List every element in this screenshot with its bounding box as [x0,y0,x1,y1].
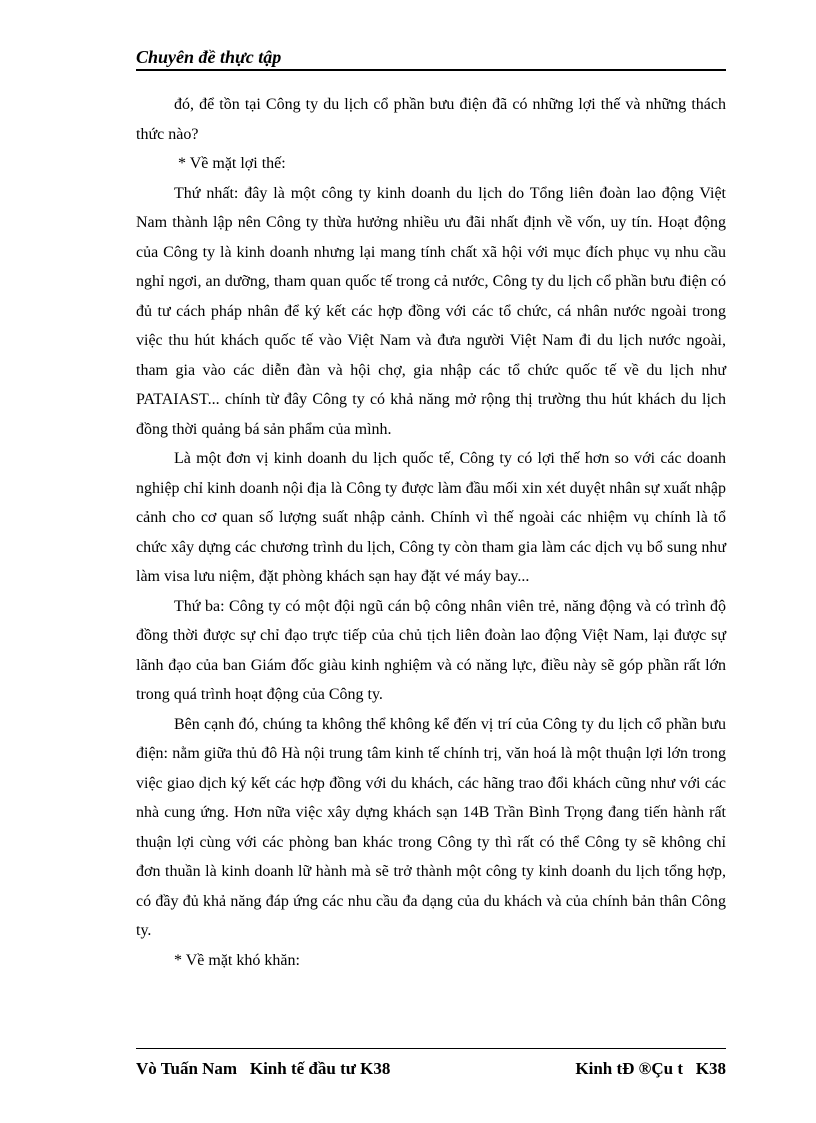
document-body [136,90,726,975]
paragraph-advantage-second: Là một đơn vị kinh doanh du lịch quốc tế, Công ty có lợi thế hơn so với các doanh nghiệp chỉ kinh doanh nội địa là Công ty được làm đầu mối xin xét duyệt nhân sự xuất nhập cảnh cho cơ quan số lượng suất nhập cảnh. Chính vì thế ngoài các nhiệm vụ chính là tổ chức xây dựng các chương trình du lịch, Công ty còn tham gia làm các dịch vụ bổ sung như làm visa lưu niệm, đặt phòng khách sạn hay đặt vé máy bay... [136,450,726,585]
page-footer [136,1048,726,1089]
heading-advantages: * Về mặt lợi thế: [178,155,286,172]
heading-difficulties: * Về mặt khó khăn: [174,951,300,969]
footer-class: Kinh tÐ ®Çu t K38 [575,1059,726,1078]
paragraph-advantage-first: Thứ nhất: đây là một công ty kinh doanh du lịch do Tổng liên đoàn lao động Việt Nam thành lập nên Công ty thừa hưởng nhiều ưu đãi nhất định về vốn, uy tín. Hoạt động của Công ty là kinh doanh nhưng lại mang tính chất xã hội với mục đích phục vụ nhu cầu nghỉ ngơi, an dưỡng, tham quan quốc tế trong cả nước, Công ty du lịch cổ phần bưu điện có đủ tư cách pháp nhân để ký kết các hợp đồng với các tổ chức, cá nhân nước ngoài trong việc thu hút khách quốc tế vào Việt Nam và đưa người Việt Nam đi du lịch nước ngoài, tham gia vào các diễn đàn và hội chợ, gia nhập các tổ chức quốc tế về du lịch như PATAIAST... chính từ đây Công ty có khả năng mở rộng thị trường thu hút khách du lịch đồng thời quảng bá sản phẩm của mình. [136,184,726,438]
footer-author: Vò Tuấn Nam Kinh tế đầu tư K38 [136,1059,391,1078]
header-title: Chuyên đề thực tập [136,47,282,67]
paragraph-advantage-third: Thứ ba: Công ty có một đội ngũ cán bộ công nhân viên trẻ, năng động và có trình độ đồng thời được sự chỉ đạo trực tiếp của chủ tịch liên đoàn lao động Việt Nam, lại được sự lãnh đạo của ban Giám đốc giàu kinh nghiệm và có năng lực, điều này sẽ góp phần rất lớn trong quá trình hoạt động của Công ty. [136,597,726,703]
paragraph-location: Bên cạnh đó, chúng ta không thể không kể đến vị trí của Công ty du lịch cổ phần bưu điện: nằm giữa thủ đô Hà nội trung tâm kinh tế chính trị, văn hoá là một thuận lợi lớn trong việc giao dịch ký kết các hợp đồng với du khách, các hãng trao đổi khách cũng như với các nhà cung ứng. Hơn nữa việc xây dựng khách sạn 14B Trần Bình Trọng đang tiến hành rất thuận lợi cùng với các phòng ban khác trong Công ty thì rất có thể Công ty sẽ không chỉ đơn thuần là kinh doanh lữ hành mà sẽ trở thành một công ty kinh doanh du lịch tổng hợp, có đầy đủ khả năng đáp ứng các nhu cầu đa dạng của du khách và của chính bản thân Công ty. [136,715,726,939]
page-header [136,45,726,71]
paragraph-intro: đó, để tồn tại Công ty du lịch cổ phần bưu điện đã có những lợi thế và những thách thức nào? [136,96,726,143]
